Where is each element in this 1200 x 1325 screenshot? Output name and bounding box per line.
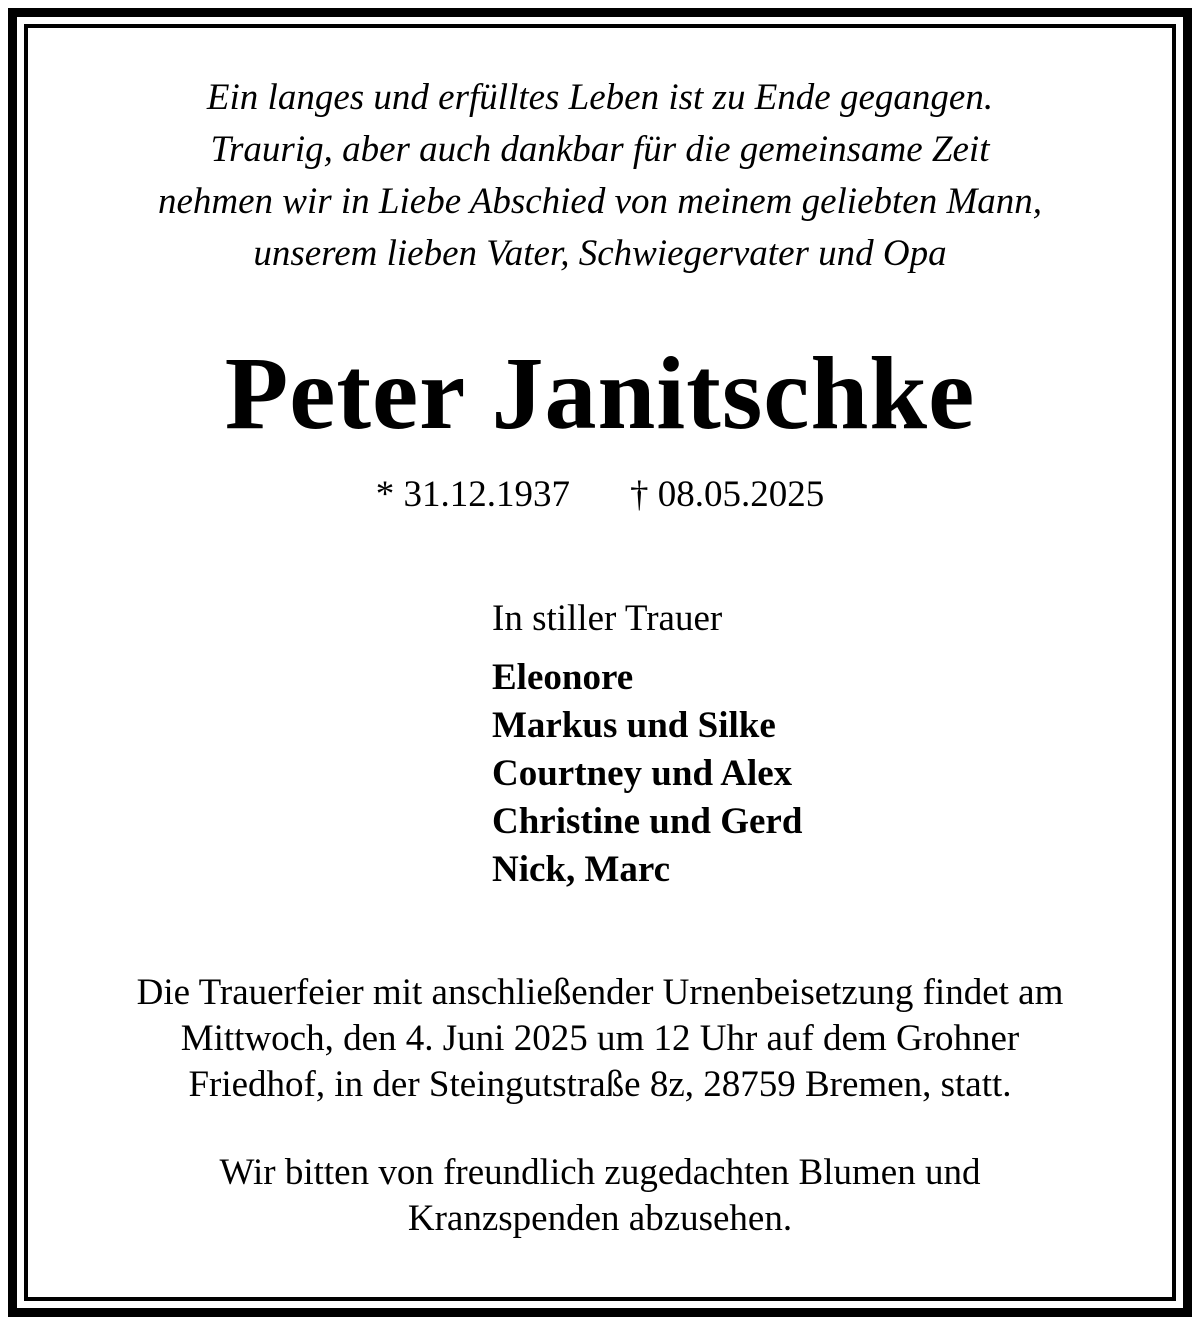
birth-date: * 31.12.1937 [375, 474, 570, 515]
flowers-notice [40, 1150, 1160, 1242]
intro-text [40, 72, 1160, 280]
intro-line: Traurig, aber auch dankbar für die gemeinsame Zeit [210, 129, 990, 170]
mourner-name: Eleonore [492, 657, 634, 698]
deceased-name: Peter Janitschke [224, 336, 976, 451]
service-line: Friedhof, in der Steingutstraße 8z, 28759 Bremen, statt. [188, 1064, 1012, 1105]
life-dates [40, 472, 1160, 518]
service-notice [40, 970, 1160, 1108]
flowers-line: Wir bitten von freundlich zugedachten Blumen und [219, 1152, 981, 1193]
intro-line: Ein langes und erfülltes Leben ist zu Ende gegangen. [206, 77, 994, 118]
mourner-name: Markus und Silke [492, 705, 776, 746]
mourning-block [492, 596, 1092, 894]
mourner-name: Christine und Gerd [492, 801, 803, 842]
intro-line: unserem lieben Vater, Schwiegervater und Opa [253, 233, 947, 274]
mourner-list [492, 654, 1092, 894]
service-line: Die Trauerfeier mit anschließender Urnenbeisetzung findet am [136, 972, 1064, 1013]
mourner-name: Courtney und Alex [492, 753, 793, 794]
mourning-label: In stiller Trauer [492, 598, 723, 639]
mourner-name: Nick, Marc [492, 849, 671, 890]
flowers-line: Kranzspenden abzusehen. [407, 1198, 793, 1239]
intro-line: nehmen wir in Liebe Abschied von meinem geliebten Mann, [157, 181, 1043, 222]
death-date: † 08.05.2025 [630, 474, 825, 515]
service-line: Mittwoch, den 4. Juni 2025 um 12 Uhr auf dem Grohner [180, 1018, 1020, 1059]
